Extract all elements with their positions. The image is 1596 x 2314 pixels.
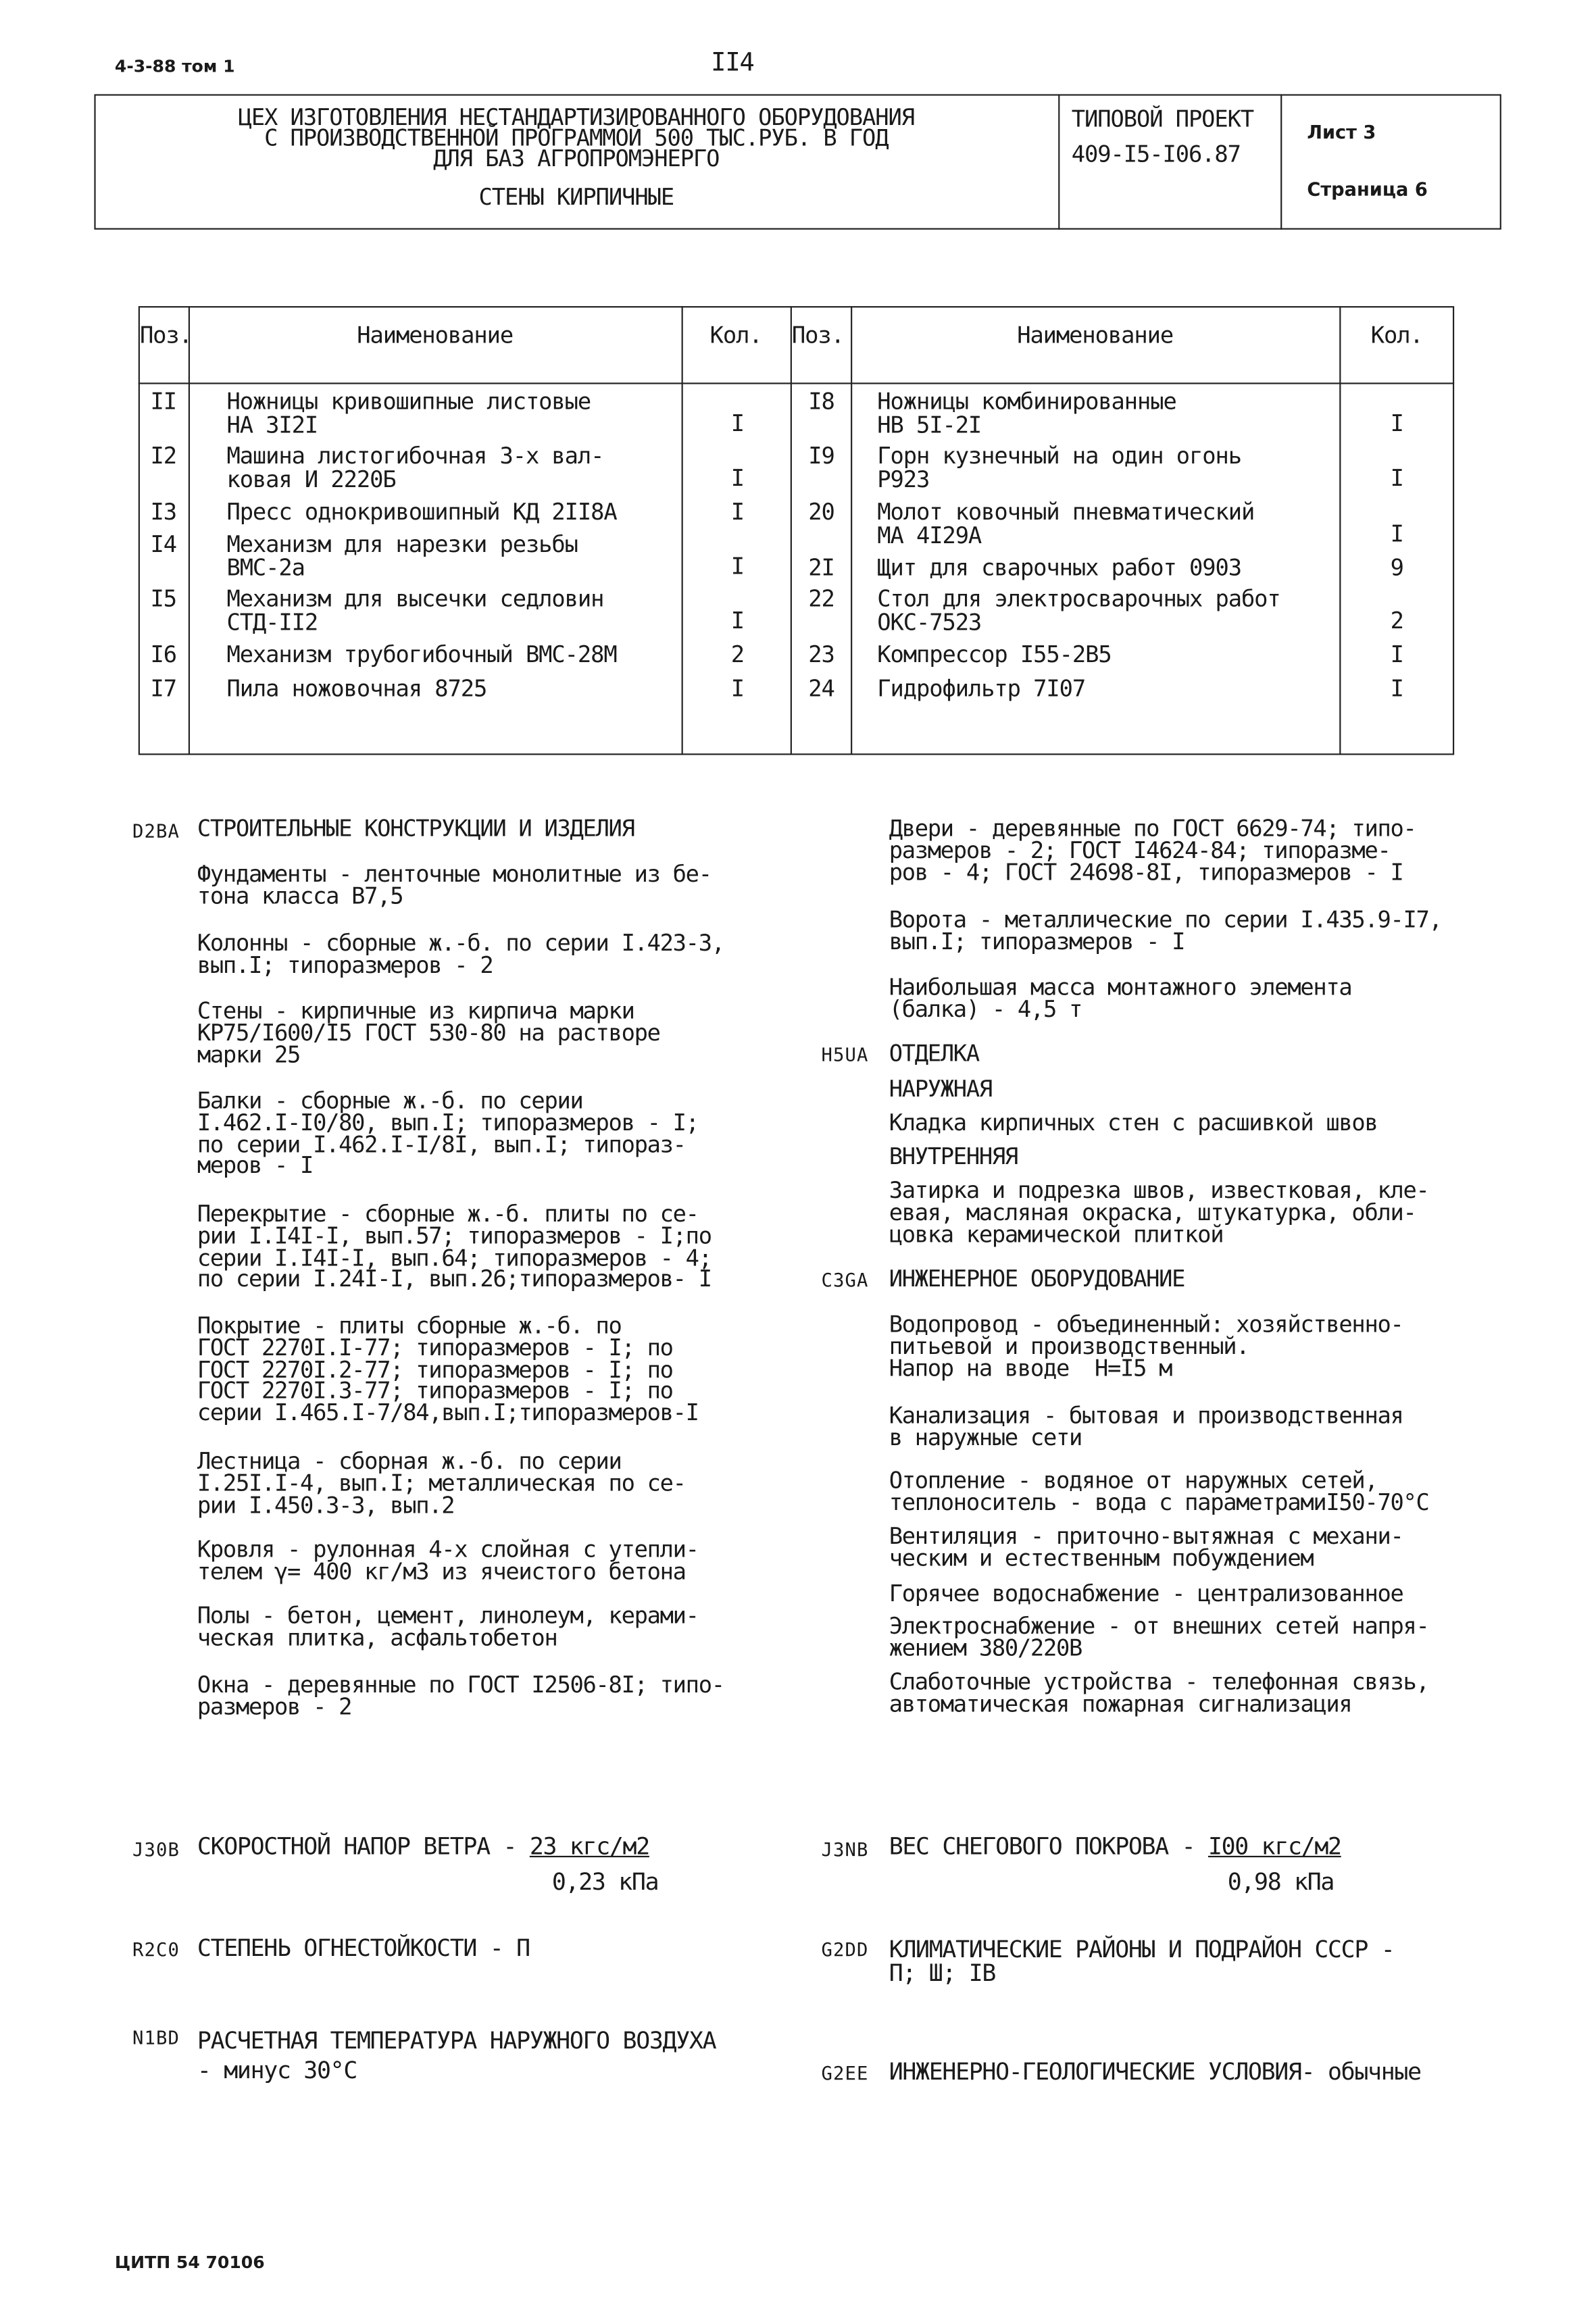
row-name: Горн кузнечный на один огонь Р923 bbox=[877, 443, 1241, 493]
header-qty-left: Кол. bbox=[709, 322, 762, 349]
row-name: Щит для сварочных работ 0903 bbox=[877, 555, 1241, 582]
row-name: Компрессор I55-2В5 bbox=[877, 641, 1112, 668]
section-code: G2DD bbox=[821, 1938, 869, 1961]
row-name: Стол для электросварочных работ ОКС-7523 bbox=[877, 585, 1280, 635]
row-pos: 23 bbox=[808, 641, 834, 668]
engineering-item: Водопровод - объединенный: хозяйственно- питьевой и производственный. Напор на вводе Н=I5 м bbox=[889, 1311, 1403, 1382]
section-title-engineering: ИНЖЕНЕРНОЕ ОБОРУДОВАНИЕ bbox=[889, 1265, 1185, 1292]
page-number: II4 bbox=[711, 48, 754, 78]
section-code: H5UA bbox=[821, 1043, 869, 1066]
snow-load bbox=[889, 1832, 1341, 1861]
table-row bbox=[139, 446, 792, 502]
row-pos: I3 bbox=[150, 499, 177, 526]
row-qty: I bbox=[730, 553, 744, 580]
row-name: Механизм для высечки седловин СТД-II2 bbox=[226, 585, 604, 635]
section-code: C3GA bbox=[821, 1268, 869, 1291]
wind-load-kpa: 0,23 кПа bbox=[551, 1867, 659, 1896]
header-pos-left: Поз. bbox=[139, 322, 192, 349]
construction-item: Окна - деревянные по ГОСТ I2506-8I; типо- размеров - 2 bbox=[197, 1671, 724, 1720]
construction-item: Перекрытие - сборные ж.-б. плиты по се- рии I.I4I-I, вып.57; типоразмеров - I;по серии I.I4I-I, вып.64; типоразмеров - 4; по серии I.24I-I, вып.26;типоразмеров- I bbox=[197, 1201, 712, 1293]
row-pos: I2 bbox=[150, 443, 177, 470]
engineering-item: Горячее водоснабжение - централизованное bbox=[889, 1580, 1403, 1607]
header-pos-right: Поз. bbox=[791, 322, 844, 349]
title-line-3: ДЛЯ БАЗ АГРОПРОМЭНЕРГО bbox=[433, 145, 720, 172]
row-name: Механизм для нарезки резьбы ВМС-2а bbox=[226, 531, 578, 581]
section-title-construction: СТРОИТЕЛЬНЫЕ КОНСТРУКЦИИ И ИЗДЕЛИЯ bbox=[197, 815, 634, 842]
wind-load-label: СКОРОСТНОЙ НАПОР ВЕТРА - bbox=[197, 1832, 530, 1861]
engineering-item: Канализация - бытовая и производственная в наружные сети bbox=[889, 1402, 1403, 1451]
row-name: Механизм трубогибочный ВМС-28М bbox=[226, 641, 617, 668]
header-name-right: Наименование bbox=[1017, 322, 1174, 349]
construction-item: Ворота - металлические по серии I.435.9-I7, вып.I; типоразмеров - I bbox=[889, 906, 1442, 955]
row-qty: I bbox=[730, 410, 744, 437]
row-pos: I5 bbox=[150, 585, 177, 613]
finishing-inner-title: ВНУТРЕННЯЯ bbox=[889, 1143, 1018, 1170]
climate-regions: КЛИМАТИЧЕСКИЕ РАЙОНЫ И ПОДРАЙОН СССР - П; Ш; IВ bbox=[889, 1935, 1395, 1987]
header-name-left: Наименование bbox=[357, 322, 514, 349]
table-row bbox=[792, 446, 1454, 502]
title-line-2: С ПРОИЗВОДСТВЕННОЙ ПРОГРАММОЙ 500 ТЫС.РУБ. В ГОД bbox=[264, 125, 889, 152]
finishing-outer-text: Кладка кирпичных стен с расшивкой швов bbox=[889, 1109, 1378, 1136]
section-code: N1BD bbox=[132, 2026, 180, 2049]
equipment-left-list bbox=[139, 388, 792, 712]
construction-item: Колонны - сборные ж.-б. по серии I.423-3, вып.I; типоразмеров - 2 bbox=[197, 930, 724, 979]
engineering-item: Слаботочные устройства - телефонная связь, автоматическая пожарная сигнализация bbox=[889, 1669, 1429, 1717]
row-qty: I bbox=[1390, 410, 1403, 437]
construction-item: Кровля - рулонная 4-х слойная с утепли- телем γ= 400 кг/м3 из ячеистого бетона bbox=[197, 1536, 699, 1585]
row-qty: I bbox=[1390, 641, 1403, 668]
table-header-rule bbox=[139, 382, 1454, 384]
finishing-inner-text: Затирка и подрезка швов, известковая, кле- евая, масляная окраска, штукатурка, обли- цовка керамической плиткой bbox=[889, 1177, 1429, 1248]
table-row bbox=[792, 645, 1454, 678]
row-name: Машина листогибочная 3-х вал- ковая И 2220Б bbox=[226, 443, 604, 493]
row-qty: 2 bbox=[730, 641, 744, 668]
project-number: 409-I5-I06.87 bbox=[1071, 141, 1241, 168]
construction-item: Лестница - сборная ж.-б. по серии I.25I.I-4, вып.I; металлическая по се- рии I.450.3-3, вып.2 bbox=[197, 1448, 686, 1519]
construction-item: Стены - кирпичные из кирпича марки КР75/I600/I5 ГОСТ 530-80 на растворе марки 25 bbox=[197, 997, 660, 1068]
row-pos: 24 bbox=[808, 675, 834, 703]
row-qty: I bbox=[1390, 465, 1403, 492]
table-row bbox=[792, 678, 1454, 712]
row-pos: II bbox=[150, 388, 177, 416]
engineering-item: Электроснабжение - от внешних сетей напря- жением 380/220В bbox=[889, 1613, 1429, 1661]
table-row bbox=[792, 558, 1454, 589]
row-qty: I bbox=[730, 499, 744, 526]
table-row bbox=[139, 391, 792, 446]
section-code: J30B bbox=[132, 1838, 180, 1861]
row-qty: I bbox=[1390, 675, 1403, 703]
footer-reference: ЦИТП 54 70106 bbox=[114, 2251, 265, 2273]
table-row bbox=[139, 678, 792, 712]
geology-conditions: ИНЖЕНЕРНО-ГЕОЛОГИЧЕСКИЕ УСЛОВИЯ- обычные bbox=[889, 2057, 1421, 2086]
page-label: Страница 6 bbox=[1307, 178, 1428, 201]
construction-item: Фундаменты - ленточные монолитные из бе- тона класса В7,5 bbox=[197, 861, 712, 909]
row-name: Ножницы комбинированные НВ 5I-2I bbox=[877, 388, 1176, 438]
section-code: G2EE bbox=[821, 2061, 869, 2084]
table-row bbox=[139, 645, 792, 678]
engineering-item: Вентиляция - приточно-вытяжная с механи- ческим и естественным побуждением bbox=[889, 1523, 1403, 1571]
row-pos: I9 bbox=[808, 443, 834, 470]
construction-item: Покрытие - плиты сборные ж.-б. по ГОСТ 2270I.I-77; типоразмеров - I; по ГОСТ 2270I.2-77; типоразмеров - I; по ГОСТ 2270I.3-77; типоразмеров - I; по серии I.465.I-7/84,вып.I;типоразмеров-I bbox=[197, 1313, 699, 1427]
table-row bbox=[139, 502, 792, 534]
title-divider-2 bbox=[1280, 94, 1282, 229]
header-qty-right: Кол. bbox=[1370, 322, 1423, 349]
design-temperature: РАСЧЕТНАЯ ТЕМПЕРАТУРА НАРУЖНОГО ВОЗДУХА - минус 30°С bbox=[197, 2026, 716, 2084]
row-qty: I bbox=[730, 465, 744, 492]
row-pos: 22 bbox=[808, 585, 834, 613]
row-pos: I4 bbox=[150, 531, 177, 558]
equipment-right-list bbox=[792, 388, 1454, 712]
finishing-outer-title: НАРУЖНАЯ bbox=[889, 1076, 992, 1103]
table-row bbox=[792, 588, 1454, 645]
wind-load bbox=[197, 1832, 649, 1861]
row-qty: I bbox=[730, 607, 744, 634]
title-line-1: ЦЕХ ИЗГОТОВЛЕНИЯ НЕСТАНДАРТИЗИРОВАННОГО ОБОРУДОВАНИЯ bbox=[238, 104, 914, 131]
table-row bbox=[139, 534, 792, 589]
row-pos: I6 bbox=[150, 641, 177, 668]
construction-item: Балки - сборные ж.-б. по серии I.462.I-I0/80, вып.I; типоразмеров - I; по серии I.462.I-I/8I, вып.I; типораз- меров - I bbox=[197, 1087, 699, 1180]
row-pos: 20 bbox=[808, 499, 834, 526]
sheet-number: Лист 3 bbox=[1307, 120, 1376, 143]
section-code: J3NB bbox=[821, 1838, 869, 1861]
row-qty: 9 bbox=[1390, 555, 1403, 582]
construction-item: Полы - бетон, цемент, линолеум, керами- ческая плитка, асфальтобетон bbox=[197, 1603, 699, 1651]
row-qty: 2 bbox=[1390, 607, 1403, 634]
row-pos: 2I bbox=[808, 555, 834, 582]
construction-item: Двери - деревянные по ГОСТ 6629-74; типо- размеров - 2; ГОСТ I4624-84; типоразме- ров - 4; ГОСТ 24698-8I, типоразмеров - I bbox=[889, 815, 1416, 886]
title-divider-1 bbox=[1058, 94, 1059, 229]
project-label: ТИПОВОЙ ПРОЕКТ bbox=[1071, 105, 1254, 133]
section-title-finishing: ОТДЕЛКА bbox=[889, 1040, 979, 1067]
row-name: Молот ковочный пневматический МА 4I29А bbox=[877, 499, 1255, 549]
row-name: Ножницы кривошипные листовые НА 3I2I bbox=[226, 388, 591, 438]
row-name: Пила ножовочная 8725 bbox=[226, 675, 487, 703]
section-code: R2C0 bbox=[132, 1938, 180, 1961]
corner-reference: 4-3-88 том 1 bbox=[114, 55, 235, 77]
row-name: Пресс однокривошипный КД 2II8А bbox=[226, 499, 617, 526]
snow-load-value: I00 кгс/м2 bbox=[1207, 1832, 1341, 1861]
table-row bbox=[792, 502, 1454, 558]
fire-resistance: СТЕПЕНЬ ОГНЕСТОЙКОСТИ - П bbox=[197, 1934, 530, 1962]
title-line-4: СТЕНЫ КИРПИЧНЫЕ bbox=[478, 184, 674, 211]
section-code: D2BA bbox=[132, 820, 180, 842]
construction-item: Наибольшая масса монтажного элемента (балка) - 4,5 т bbox=[889, 974, 1352, 1023]
table-row bbox=[139, 588, 792, 645]
row-pos: I7 bbox=[150, 675, 177, 703]
row-qty: I bbox=[1390, 521, 1403, 548]
table-row bbox=[792, 391, 1454, 446]
snow-load-label: ВЕС СНЕГОВОГО ПОКРОВА - bbox=[889, 1832, 1208, 1861]
engineering-item: Отопление - водяное от наружных сетей, теплоноситель - вода с параметрамиI50-70°С bbox=[889, 1467, 1429, 1516]
row-name: Гидрофильтр 7I07 bbox=[877, 675, 1086, 703]
wind-load-value: 23 кгс/м2 bbox=[529, 1832, 649, 1861]
row-qty: I bbox=[730, 675, 744, 703]
snow-load-kpa: 0,98 кПа bbox=[1227, 1867, 1335, 1896]
row-pos: I8 bbox=[808, 388, 834, 416]
